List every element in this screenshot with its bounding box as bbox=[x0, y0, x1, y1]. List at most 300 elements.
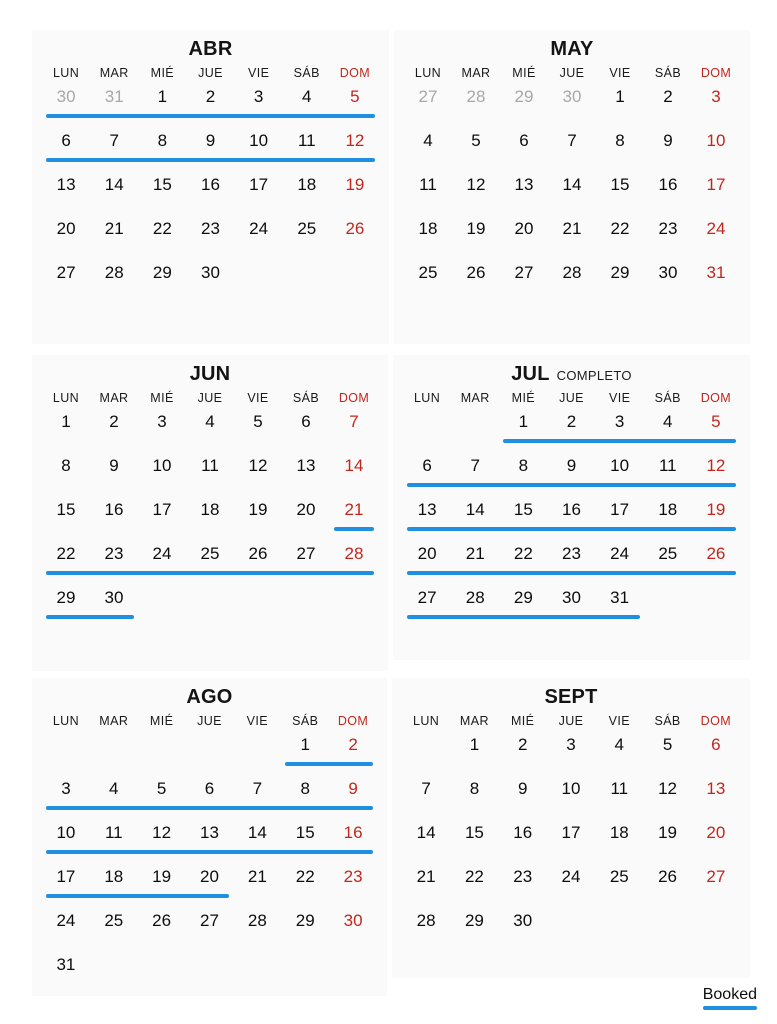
booked-bar bbox=[503, 439, 736, 443]
day-cell[interactable]: 26 bbox=[658, 867, 678, 886]
week-row bbox=[42, 583, 378, 627]
day-cell[interactable]: 6 bbox=[711, 735, 721, 754]
day-cell[interactable]: 21 bbox=[344, 500, 364, 519]
month-header bbox=[32, 30, 389, 64]
weekday-label-mié: MIÉ bbox=[512, 66, 536, 80]
day-cell[interactable]: 17 bbox=[706, 175, 726, 194]
day-cell[interactable]: 5 bbox=[253, 412, 263, 431]
day-cell[interactable]: 4 bbox=[663, 412, 673, 431]
week-days bbox=[404, 214, 740, 244]
day-cell[interactable]: 14 bbox=[562, 175, 582, 194]
day-cell[interactable]: 20 bbox=[296, 500, 316, 519]
day-cell[interactable]: 23 bbox=[343, 867, 363, 886]
legend-label: Booked bbox=[702, 986, 757, 1003]
day-cell[interactable]: 8 bbox=[300, 779, 310, 798]
day-cell[interactable]: 27 bbox=[418, 87, 438, 106]
weekday-label-jue: JUE bbox=[559, 391, 584, 405]
month-title: SEPT bbox=[544, 686, 598, 708]
day-cell[interactable]: 5 bbox=[156, 779, 167, 798]
day-cell[interactable]: 12 bbox=[706, 456, 726, 475]
day-cell[interactable]: 4 bbox=[614, 735, 625, 754]
weekday-label-lun: LUN bbox=[413, 391, 441, 405]
day-cell[interactable]: 19 bbox=[466, 219, 486, 238]
day-cell[interactable]: 20 bbox=[706, 823, 726, 842]
month-header bbox=[32, 355, 388, 389]
day-cell[interactable]: 30 bbox=[104, 588, 124, 607]
day-cell[interactable]: 17 bbox=[610, 500, 630, 519]
week-row bbox=[404, 214, 740, 258]
day-cell[interactable]: 16 bbox=[513, 823, 533, 842]
day-cell[interactable]: 6 bbox=[422, 456, 432, 475]
weekday-label-lun: LUN bbox=[413, 714, 440, 728]
weekday-label-mar: MAR bbox=[461, 66, 491, 80]
booked-bar bbox=[407, 527, 736, 531]
day-cell[interactable]: 15 bbox=[295, 823, 315, 842]
week-days bbox=[403, 495, 740, 525]
day-cell[interactable]: 24 bbox=[610, 544, 630, 563]
day-cell[interactable]: 19 bbox=[658, 823, 678, 842]
weekday-label-mié: MIÉ bbox=[150, 66, 175, 80]
day-cell[interactable]: 27 bbox=[56, 263, 76, 282]
weekday-header-row bbox=[394, 64, 750, 82]
weeks-grid bbox=[392, 730, 750, 950]
day-cell[interactable]: 26 bbox=[248, 544, 268, 563]
day-cell[interactable]: 28 bbox=[416, 911, 436, 930]
week-row bbox=[404, 170, 740, 214]
day-cell[interactable]: 9 bbox=[205, 131, 216, 150]
day-cell[interactable]: 6 bbox=[61, 131, 71, 150]
day-cell[interactable]: 31 bbox=[610, 588, 630, 607]
day-cell[interactable]: 12 bbox=[345, 131, 365, 150]
day-cell[interactable]: 7 bbox=[421, 779, 431, 798]
day-cell[interactable]: 27 bbox=[514, 263, 534, 282]
week-days bbox=[42, 774, 377, 804]
day-cell[interactable]: 19 bbox=[152, 867, 172, 886]
day-cell[interactable]: 1 bbox=[300, 735, 310, 754]
day-cell[interactable]: 8 bbox=[518, 456, 529, 475]
day-cell[interactable]: 29 bbox=[152, 263, 172, 282]
weekday-label-sáb: SÁB bbox=[654, 66, 682, 80]
day-cell[interactable]: 3 bbox=[614, 412, 625, 431]
day-cell[interactable]: 2 bbox=[517, 735, 528, 754]
day-cell[interactable]: 11 bbox=[297, 131, 316, 150]
day-cell[interactable]: 29 bbox=[610, 263, 630, 282]
day-cell[interactable]: 4 bbox=[109, 779, 119, 798]
weekday-label-dom: DOM bbox=[339, 66, 371, 80]
day-cell[interactable]: 15 bbox=[513, 500, 533, 519]
booked-bar bbox=[46, 615, 134, 619]
weekday-label-dom: DOM bbox=[700, 714, 732, 728]
weekday-header-row bbox=[392, 712, 750, 730]
day-cell[interactable]: 21 bbox=[247, 867, 267, 886]
day-cell[interactable]: 20 bbox=[417, 544, 437, 563]
day-cell[interactable]: 26 bbox=[152, 911, 172, 930]
day-cell[interactable]: 13 bbox=[56, 175, 76, 194]
day-cell[interactable]: 8 bbox=[61, 456, 71, 475]
weekday-label-lun: LUN bbox=[52, 391, 80, 405]
week-row bbox=[42, 730, 377, 774]
day-cell[interactable]: 11 bbox=[658, 456, 677, 475]
week-days bbox=[42, 906, 377, 936]
week-days bbox=[402, 774, 740, 804]
weeks-grid bbox=[32, 407, 388, 627]
day-cell[interactable]: 30 bbox=[658, 263, 678, 282]
booked-bar bbox=[46, 114, 375, 118]
weekday-label-jue: JUE bbox=[198, 66, 223, 80]
day-cell[interactable]: 26 bbox=[345, 219, 365, 238]
day-cell[interactable]: 13 bbox=[296, 456, 316, 475]
month-panel-may[interactable] bbox=[394, 30, 750, 344]
day-cell[interactable]: 18 bbox=[104, 867, 124, 886]
day-cell[interactable]: 27 bbox=[417, 588, 437, 607]
day-cell[interactable]: 21 bbox=[562, 219, 582, 238]
week-days bbox=[402, 906, 740, 936]
day-cell[interactable]: 11 bbox=[104, 823, 123, 842]
booked-bar bbox=[407, 615, 640, 619]
month-row-3 bbox=[0, 678, 777, 998]
month-panel-sept[interactable] bbox=[392, 678, 750, 978]
day-cell[interactable]: 18 bbox=[609, 823, 629, 842]
day-cell[interactable]: 28 bbox=[247, 911, 267, 930]
month-panel-ago[interactable] bbox=[32, 678, 387, 996]
week-days bbox=[42, 583, 378, 613]
day-cell[interactable]: 13 bbox=[200, 823, 219, 842]
week-row bbox=[42, 774, 377, 818]
day-cell[interactable]: 22 bbox=[56, 544, 76, 563]
weekday-label-jue: JUE bbox=[197, 714, 222, 728]
booked-bar bbox=[46, 850, 373, 854]
month-title: MAY bbox=[550, 38, 594, 60]
day-cell[interactable]: 15 bbox=[56, 500, 76, 519]
day-cell[interactable]: 14 bbox=[465, 500, 485, 519]
week-days bbox=[42, 126, 379, 156]
weekday-label-vie: VIE bbox=[608, 714, 630, 728]
week-row bbox=[404, 82, 740, 126]
week-row bbox=[42, 906, 377, 950]
day-cell[interactable]: 28 bbox=[562, 263, 582, 282]
day-cell[interactable]: 22 bbox=[513, 544, 533, 563]
weekday-label-lun: LUN bbox=[52, 66, 80, 80]
week-row bbox=[403, 451, 740, 495]
day-cell[interactable]: 2 bbox=[566, 412, 577, 431]
day-cell[interactable]: 30 bbox=[562, 87, 582, 106]
week-days bbox=[42, 451, 378, 481]
month-row-2 bbox=[0, 355, 777, 673]
day-cell[interactable]: 4 bbox=[423, 131, 433, 150]
day-cell[interactable]: 10 bbox=[706, 131, 726, 150]
day-cell[interactable]: 1 bbox=[61, 412, 71, 431]
day-cell[interactable]: 11 bbox=[419, 175, 437, 194]
day-cell[interactable]: 24 bbox=[561, 867, 581, 886]
day-cell[interactable]: 29 bbox=[295, 911, 315, 930]
day-cell[interactable]: 4 bbox=[205, 412, 215, 431]
day-cell[interactable]: 19 bbox=[248, 500, 268, 519]
booked-bar bbox=[46, 894, 229, 898]
day-cell[interactable]: 14 bbox=[344, 456, 364, 475]
day-cell[interactable]: 21 bbox=[465, 544, 485, 563]
day-cell[interactable]: 9 bbox=[566, 456, 577, 475]
week-row bbox=[42, 214, 379, 258]
weekday-label-mar: MAR bbox=[99, 66, 129, 80]
week-row bbox=[404, 258, 740, 302]
weekday-label-dom: DOM bbox=[700, 391, 732, 405]
week-row bbox=[402, 862, 740, 906]
day-cell[interactable]: 10 bbox=[249, 131, 269, 150]
day-cell[interactable]: 15 bbox=[152, 175, 172, 194]
day-cell[interactable]: 7 bbox=[567, 131, 577, 150]
day-cell[interactable]: 19 bbox=[345, 175, 365, 194]
weekday-label-dom: DOM bbox=[338, 391, 370, 405]
day-cell[interactable]: 7 bbox=[252, 779, 263, 798]
day-cell[interactable]: 8 bbox=[615, 131, 625, 150]
day-cell[interactable]: 1 bbox=[469, 735, 480, 754]
day-cell[interactable]: 12 bbox=[152, 823, 172, 842]
day-cell[interactable]: 12 bbox=[658, 779, 678, 798]
week-row bbox=[42, 495, 378, 539]
day-cell[interactable]: 7 bbox=[349, 412, 359, 431]
weekday-label-mié: MIÉ bbox=[511, 391, 536, 405]
booked-bar bbox=[407, 483, 736, 487]
booked-bar bbox=[334, 527, 374, 531]
month-row-1 bbox=[0, 30, 777, 348]
day-cell[interactable]: 26 bbox=[466, 263, 486, 282]
day-cell[interactable]: 29 bbox=[56, 588, 76, 607]
day-cell[interactable]: 3 bbox=[157, 412, 167, 431]
day-cell[interactable]: 19 bbox=[706, 500, 726, 519]
day-cell[interactable]: 16 bbox=[658, 175, 678, 194]
day-cell[interactable]: 18 bbox=[200, 500, 220, 519]
day-cell[interactable]: 17 bbox=[152, 500, 172, 519]
day-cell[interactable]: 23 bbox=[513, 867, 533, 886]
week-days bbox=[402, 862, 740, 892]
week-days bbox=[404, 126, 740, 156]
weekday-label-lun: LUN bbox=[52, 714, 80, 728]
day-cell[interactable]: 28 bbox=[466, 87, 486, 106]
day-cell[interactable]: 29 bbox=[464, 911, 484, 930]
day-cell[interactable]: 28 bbox=[465, 588, 485, 607]
day-cell[interactable]: 9 bbox=[348, 779, 358, 798]
day-cell[interactable]: 24 bbox=[152, 544, 172, 563]
month-title: JUL bbox=[511, 363, 550, 385]
day-cell[interactable]: 30 bbox=[56, 87, 76, 106]
day-cell[interactable]: 9 bbox=[517, 779, 528, 798]
day-cell[interactable]: 13 bbox=[514, 175, 534, 194]
day-cell[interactable]: 31 bbox=[104, 87, 124, 106]
day-cell[interactable]: 14 bbox=[416, 823, 436, 842]
weekday-label-mar: MAR bbox=[460, 391, 490, 405]
day-cell[interactable]: 2 bbox=[109, 412, 119, 431]
day-cell[interactable]: 13 bbox=[417, 500, 437, 519]
day-cell[interactable]: 17 bbox=[249, 175, 269, 194]
day-cell[interactable]: 22 bbox=[295, 867, 315, 886]
day-cell[interactable]: 16 bbox=[104, 500, 124, 519]
day-cell[interactable]: 24 bbox=[56, 911, 76, 930]
week-days bbox=[42, 730, 377, 760]
weekday-label-vie: VIE bbox=[608, 391, 631, 405]
day-cell[interactable]: 11 bbox=[201, 456, 219, 475]
day-cell[interactable]: 25 bbox=[297, 219, 317, 238]
day-cell[interactable]: 16 bbox=[343, 823, 363, 842]
day-cell[interactable]: 10 bbox=[56, 823, 76, 842]
booked-bar bbox=[46, 806, 373, 810]
week-days bbox=[404, 82, 740, 112]
day-cell[interactable]: 17 bbox=[56, 867, 76, 886]
day-cell[interactable]: 3 bbox=[61, 779, 71, 798]
day-cell[interactable]: 24 bbox=[706, 219, 726, 238]
day-cell[interactable]: 25 bbox=[609, 867, 629, 886]
day-cell[interactable]: 5 bbox=[471, 131, 481, 150]
day-cell[interactable]: 24 bbox=[249, 219, 269, 238]
month-panel-jun[interactable] bbox=[32, 355, 388, 671]
month-title: ABR bbox=[188, 38, 233, 60]
day-cell[interactable]: 31 bbox=[56, 955, 76, 974]
day-cell[interactable]: 2 bbox=[663, 87, 673, 106]
day-cell[interactable]: 25 bbox=[200, 544, 220, 563]
day-cell[interactable]: 2 bbox=[205, 87, 216, 106]
day-cell[interactable]: 7 bbox=[470, 456, 480, 475]
week-days bbox=[42, 495, 378, 525]
day-cell[interactable]: 17 bbox=[561, 823, 581, 842]
day-cell[interactable]: 21 bbox=[416, 867, 436, 886]
day-cell[interactable]: 18 bbox=[297, 175, 317, 194]
day-cell[interactable]: 14 bbox=[247, 823, 267, 842]
day-cell[interactable]: 9 bbox=[663, 131, 673, 150]
day-cell[interactable]: 26 bbox=[706, 544, 726, 563]
weekday-header-row bbox=[393, 389, 750, 407]
day-cell[interactable]: 30 bbox=[562, 588, 581, 607]
week-row bbox=[42, 82, 379, 126]
day-cell[interactable]: 13 bbox=[706, 779, 726, 798]
day-cell[interactable]: 21 bbox=[104, 219, 124, 238]
day-cell[interactable]: 1 bbox=[615, 87, 625, 106]
week-row bbox=[403, 583, 740, 627]
week-days bbox=[42, 82, 379, 112]
booked-bar bbox=[407, 571, 736, 575]
weekday-label-dom: DOM bbox=[700, 66, 732, 80]
day-cell[interactable]: 15 bbox=[464, 823, 484, 842]
day-cell[interactable]: 23 bbox=[201, 219, 220, 238]
weekday-label-sáb: SÁB bbox=[292, 714, 319, 728]
week-days bbox=[403, 407, 740, 437]
booked-bar bbox=[46, 571, 374, 575]
day-cell[interactable]: 2 bbox=[348, 735, 358, 754]
day-cell[interactable]: 3 bbox=[711, 87, 721, 106]
day-cell[interactable]: 5 bbox=[350, 87, 360, 106]
day-cell[interactable]: 9 bbox=[109, 456, 119, 475]
weekday-header-row bbox=[32, 389, 388, 407]
month-header bbox=[394, 30, 750, 64]
day-cell[interactable]: 22 bbox=[152, 219, 172, 238]
day-cell[interactable]: 23 bbox=[104, 544, 124, 563]
day-cell[interactable]: 27 bbox=[200, 911, 219, 930]
week-days bbox=[402, 818, 740, 848]
day-cell[interactable]: 6 bbox=[204, 779, 215, 798]
day-cell[interactable]: 11 bbox=[610, 779, 629, 798]
day-cell[interactable]: 27 bbox=[296, 544, 316, 563]
day-cell[interactable]: 30 bbox=[201, 263, 220, 282]
day-cell[interactable]: 23 bbox=[562, 544, 581, 563]
day-cell[interactable]: 10 bbox=[610, 456, 630, 475]
day-cell[interactable]: 5 bbox=[711, 412, 721, 431]
legend-booked-bar bbox=[703, 1006, 757, 1010]
day-cell[interactable]: 22 bbox=[610, 219, 630, 238]
week-days bbox=[404, 258, 740, 288]
day-cell[interactable]: 12 bbox=[466, 175, 486, 194]
day-cell[interactable]: 18 bbox=[658, 500, 678, 519]
day-cell[interactable]: 6 bbox=[301, 412, 311, 431]
day-cell[interactable]: 10 bbox=[561, 779, 581, 798]
day-cell[interactable]: 3 bbox=[566, 735, 576, 754]
day-cell[interactable]: 25 bbox=[418, 263, 438, 282]
weekday-label-mar: MAR bbox=[99, 391, 129, 405]
day-cell[interactable]: 22 bbox=[464, 867, 484, 886]
day-cell[interactable]: 7 bbox=[109, 131, 119, 150]
day-cell[interactable]: 25 bbox=[104, 911, 124, 930]
week-row bbox=[403, 407, 740, 451]
day-cell[interactable]: 20 bbox=[514, 219, 534, 238]
weekday-label-sáb: SÁB bbox=[293, 66, 320, 80]
booked-bar bbox=[46, 158, 375, 162]
weekday-label-vie: VIE bbox=[247, 391, 269, 405]
week-row bbox=[42, 950, 377, 994]
week-row bbox=[42, 539, 378, 583]
day-cell[interactable]: 27 bbox=[706, 867, 726, 886]
week-days bbox=[42, 539, 378, 569]
day-cell[interactable]: 1 bbox=[157, 87, 168, 106]
week-days bbox=[42, 407, 378, 437]
day-cell[interactable]: 29 bbox=[513, 588, 533, 607]
day-cell[interactable]: 29 bbox=[514, 87, 534, 106]
weeks-grid bbox=[32, 82, 389, 302]
day-cell[interactable]: 12 bbox=[248, 456, 268, 475]
day-cell[interactable]: 30 bbox=[513, 911, 533, 930]
day-cell[interactable]: 8 bbox=[469, 779, 480, 798]
weekday-label-mié: MIÉ bbox=[149, 714, 174, 728]
legend-booked bbox=[701, 985, 759, 1010]
day-cell[interactable]: 28 bbox=[104, 263, 124, 282]
weekday-label-sáb: SÁB bbox=[654, 714, 681, 728]
day-cell[interactable]: 14 bbox=[104, 175, 124, 194]
day-cell[interactable]: 28 bbox=[344, 544, 364, 563]
day-cell[interactable]: 6 bbox=[519, 131, 529, 150]
week-days bbox=[42, 214, 379, 244]
day-cell[interactable]: 16 bbox=[562, 500, 581, 519]
day-cell[interactable]: 1 bbox=[518, 412, 529, 431]
day-cell[interactable]: 16 bbox=[201, 175, 220, 194]
day-cell[interactable]: 20 bbox=[200, 867, 219, 886]
day-cell[interactable]: 3 bbox=[253, 87, 264, 106]
day-cell[interactable]: 30 bbox=[343, 911, 363, 930]
week-row bbox=[403, 539, 740, 583]
day-cell[interactable]: 25 bbox=[658, 544, 678, 563]
weeks-grid bbox=[394, 82, 750, 302]
month-panel-abr[interactable] bbox=[32, 30, 389, 344]
week-days bbox=[42, 862, 377, 892]
day-cell[interactable]: 4 bbox=[302, 87, 312, 106]
month-panel-jul[interactable] bbox=[393, 355, 750, 660]
week-row bbox=[42, 258, 379, 302]
month-status-note: COMPLETO bbox=[556, 368, 632, 383]
day-cell[interactable]: 15 bbox=[610, 175, 630, 194]
day-cell[interactable]: 31 bbox=[706, 263, 726, 282]
day-cell[interactable]: 20 bbox=[56, 219, 76, 238]
day-cell[interactable]: 10 bbox=[152, 456, 172, 475]
day-cell[interactable]: 23 bbox=[658, 219, 678, 238]
day-cell[interactable]: 5 bbox=[662, 735, 673, 754]
day-cell[interactable]: 8 bbox=[157, 131, 168, 150]
weeks-grid bbox=[393, 407, 750, 627]
day-cell[interactable]: 18 bbox=[418, 219, 438, 238]
